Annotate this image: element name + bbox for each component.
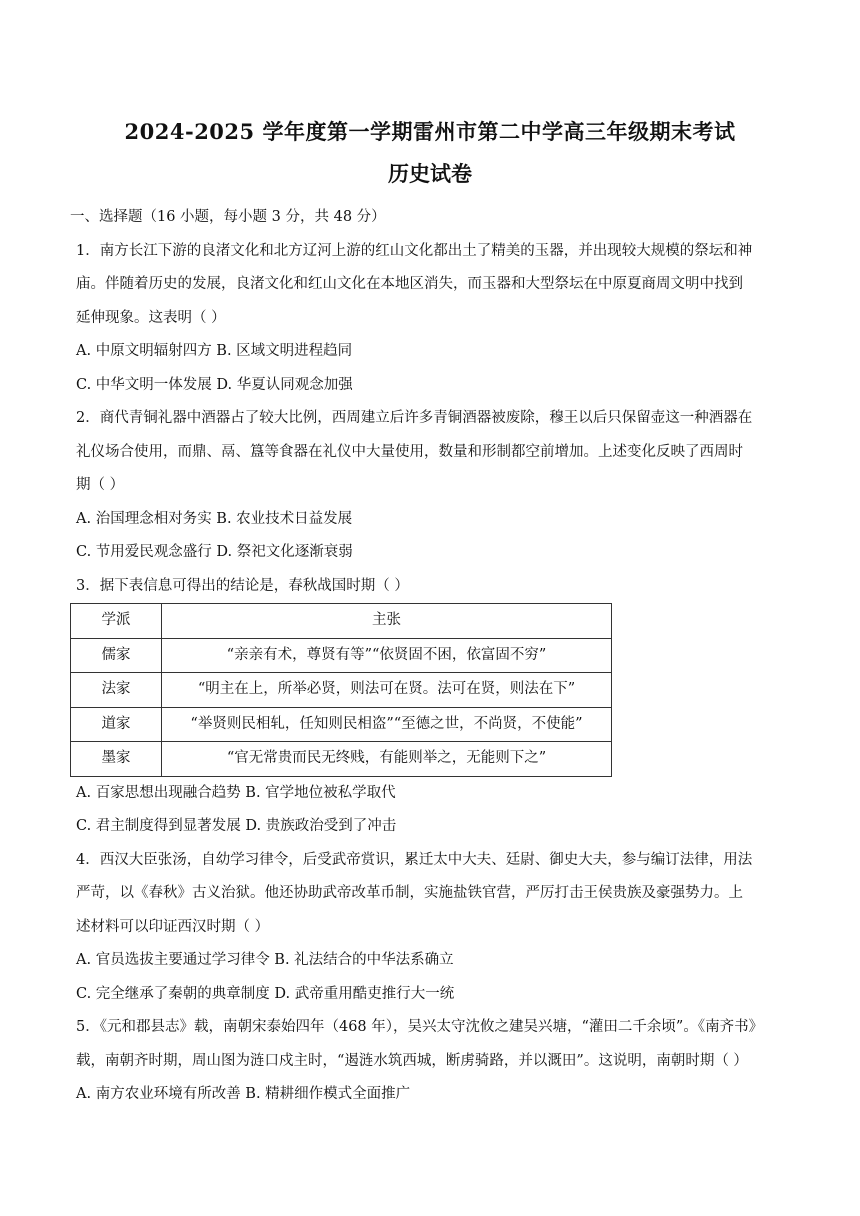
question-line: 礼仪场合使用，而鼎、鬲、簋等食器在礼仪中大量使用，数量和形制都空前增加。上述变化反映了西周时 [76, 443, 743, 460]
option-line: A. 官员选拔主要通过学习律令 B. 礼法结合的中华法系确立 [76, 952, 454, 968]
option-line: C. 节用爱民观念盛行 D. 祭祀文化逐渐衰弱 [76, 544, 353, 560]
question-line: 述材料可以印证西汉时期（ ） [76, 918, 270, 935]
question-1 [76, 235, 792, 403]
question-4 [76, 844, 792, 1012]
table-cell-school: 道家 [71, 707, 162, 742]
question-5 [76, 1011, 792, 1112]
table-cell-school: 墨家 [71, 742, 162, 777]
schools-table [70, 603, 612, 777]
question-line: 3．据下表信息可得出的结论是，春秋战国时期（ ） [76, 577, 409, 594]
table-row [71, 673, 612, 708]
question-line: 1．南方长江下游的良渚文化和北方辽河上游的红山文化都出土了精美的玉器，并出现较大规模的祭坛和神 [76, 242, 753, 259]
table-cell-claim: “亲亲有术，尊贤有等”“依贤固不困，依富固不穷” [162, 638, 612, 673]
exam-subtitle: 历史试卷 [388, 161, 472, 186]
table-cell-claim: “明主在上，所举必贤，则法可在贤。法可在贤，则法在下” [162, 673, 612, 708]
option-line: C. 完全继承了秦朝的典章制度 D. 武帝重用酷吏推行大一统 [76, 985, 455, 1002]
question-line: 2．商代青铜礼器中酒器占了较大比例，西周建立后许多青铜酒器被废除，穆王以后只保留壶这一种酒器在 [76, 410, 753, 426]
table-cell-claim: “举贤则民相轧，任知则民相盗”“至德之世，不尚贤，不使能” [162, 707, 612, 742]
question-line: 严苛，以《春秋》古义治狱。他还协助武帝改革币制，实施盐铁官营，严厉打击王侯贵族及豪强势力。上 [76, 885, 743, 901]
table-header-cell: 主张 [162, 604, 612, 639]
section-heading: 一、选择题（16 小题，每小题 3 分，共 48 分） [70, 209, 386, 225]
option-line: C. 中华文明一体发展 D. 华夏认同观念加强 [76, 376, 353, 393]
exam-content [70, 201, 792, 1112]
table-cell-school: 儒家 [71, 638, 162, 673]
table-header-row [71, 604, 612, 639]
table-row [71, 707, 612, 742]
option-line: C. 君主制度得到显著发展 D. 贵族政治受到了冲击 [76, 818, 397, 834]
question-3 [76, 570, 792, 844]
exam-title: 2024-2025 学年度第一学期雷州市第二中学高三年级期末考试 [124, 119, 736, 144]
option-line: A. 中原文明辐射四方 B. 区域文明进程趋同 [76, 343, 353, 359]
option-line: A. 治国理念相对务实 B. 农业技术日益发展 [76, 510, 353, 527]
question-2 [76, 402, 792, 570]
table-cell-school: 法家 [71, 673, 162, 708]
question-line: 4．西汉大臣张汤，自幼学习律令，后受武帝赏识，累迁太中大夫、廷尉、御史大夫，参与编订法律，用法 [76, 851, 753, 868]
option-line: A. 百家思想出现融合趋势 B. 官学地位被私学取代 [76, 784, 396, 801]
table-cell-claim: “官无常贵而民无终贱，有能则举之，无能则下之” [162, 742, 612, 777]
question-line: 5．《元和郡县志》载，南朝宋泰始四年（468 年），吴兴太守沈攸之建吴兴塘，“灌田二千余顷”。《南齐书》 [76, 1019, 764, 1035]
question-line: 庙。伴随着历史的发展，良渚文化和红山文化在本地区消失，而玉器和大型祭坛在中原夏商周文明中找到 [76, 276, 743, 292]
table-row [71, 638, 612, 673]
table-header-cell: 学派 [71, 604, 162, 639]
question-line: 期（ ） [76, 477, 125, 493]
table-row [71, 742, 612, 777]
question-line: 延伸现象。这表明（ ） [76, 309, 226, 326]
option-line: A. 南方农业环境有所改善 B. 精耕细作模式全面推广 [76, 1086, 411, 1102]
question-line: 载，南朝齐时期，周山图为涟口戍主时，“遏涟水筑西城，断虏骑路，并以溉田”。这说明，南朝时期（ ） [76, 1052, 748, 1069]
